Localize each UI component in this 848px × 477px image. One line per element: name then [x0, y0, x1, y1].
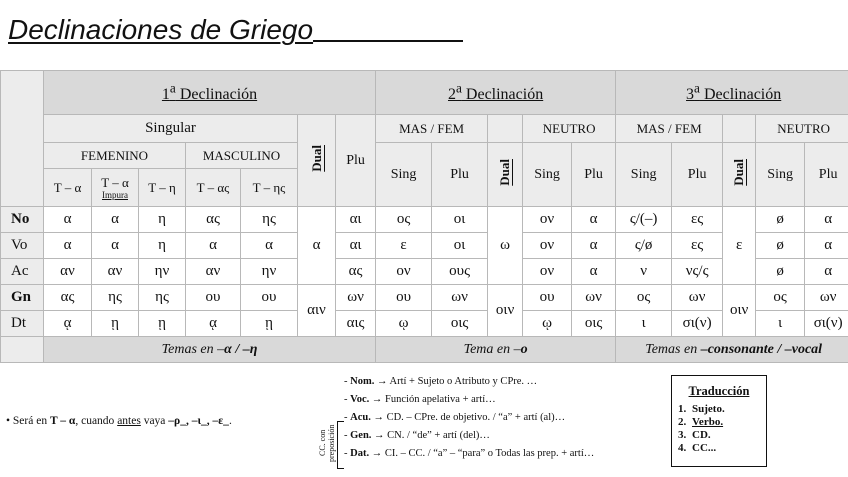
ending-cell: ων: [432, 285, 488, 311]
ending-cell: α: [186, 233, 241, 259]
ending-cell: ι: [756, 311, 805, 337]
col-t-es: T – ης: [241, 169, 298, 207]
third-declension-footer: Temas en –consonante / –vocal: [616, 337, 848, 363]
ending-cell: ων: [572, 285, 616, 311]
plu-header-2b: Plu: [572, 143, 616, 207]
ending-cell: οι: [432, 207, 488, 233]
ending-cell: α: [241, 233, 298, 259]
neutro-header-3: NEUTRO: [756, 115, 848, 143]
col-t-alpha-impura: T – α Impura: [92, 169, 139, 207]
rule-genitive: - Gen. → CN. / “de” + artí (del)…: [344, 430, 490, 441]
ending-cell: α: [44, 233, 92, 259]
table-row: [1, 233, 848, 259]
ending-cell: ον: [523, 259, 572, 285]
sing-header-3b: Sing: [756, 143, 805, 207]
ending-cell: ους: [432, 259, 488, 285]
ending-cell: α: [572, 207, 616, 233]
alpha-impura-note: • Será en T – α, cuando antes vaya –ρ_, –ι_, –ε_.: [6, 415, 232, 427]
ending-cell: ῃ: [139, 311, 186, 337]
ending-cell: οι: [432, 233, 488, 259]
traduccion-title: Traducción: [688, 384, 750, 398]
ending-cell: αν: [186, 259, 241, 285]
ending-cell: ας: [336, 259, 376, 285]
ending-cell: ων: [336, 285, 376, 311]
ending-cell: ᾳ: [186, 311, 241, 337]
rule-dative: - Dat. → CI. – CC. / “a” – “para” o Todas las prep. + artí…: [344, 448, 595, 459]
page-title: Declinaciones de Griego: [8, 14, 463, 46]
masculino-header: MASCULINO: [186, 143, 298, 169]
ending-cell: ον: [523, 233, 572, 259]
dual-header-2: Dual: [488, 143, 523, 207]
plu-header-3b: Plu: [805, 143, 848, 207]
ending-cell: ος: [756, 285, 805, 311]
ending-cell: α: [805, 233, 848, 259]
case-label: Gn: [1, 285, 44, 311]
ending-cell: ς/(–): [616, 207, 672, 233]
list-item: 4. CC...: [678, 442, 717, 454]
ending-cell: ης: [241, 207, 298, 233]
bracket-label: CC. con preposición: [318, 424, 336, 462]
ending-cell: ας: [186, 207, 241, 233]
ending-cell: ου: [186, 285, 241, 311]
ending-cell: ς/ø: [616, 233, 672, 259]
plural-header-1: Plu: [336, 115, 376, 207]
ending-cell: ø: [756, 233, 805, 259]
sing-header-2b: Sing: [523, 143, 572, 207]
case-function-rules: [344, 373, 594, 463]
ending-cell: ø: [756, 207, 805, 233]
singular-header: Singular: [44, 115, 298, 143]
ending-cell: αις: [336, 311, 376, 337]
list-item: 1. Sujeto.: [678, 403, 725, 415]
ending-cell: ες: [672, 207, 723, 233]
case-label: Vo: [1, 233, 44, 259]
ending-cell: ø: [756, 259, 805, 285]
ending-cell: α: [92, 207, 139, 233]
list-item: 2. Verbo.: [678, 416, 724, 428]
ending-cell: σι(ν): [672, 311, 723, 337]
rule-accusative: - Acu. → CD. – CPre. de objetivo. / “a” + artí (al)…: [344, 412, 566, 423]
rule-nominative: - Nom. → Artí + Sujeto o Atributo y CPre. …: [344, 376, 538, 387]
ending-cell: ῃ: [241, 311, 298, 337]
ending-cell: η: [139, 233, 186, 259]
ending-cell: α: [44, 207, 92, 233]
ending-cell: α: [92, 233, 139, 259]
ending-cell: ε: [376, 233, 432, 259]
ending-cell: ου: [241, 285, 298, 311]
ending-cell: ου: [523, 285, 572, 311]
case-label: No: [1, 207, 44, 233]
table-row: [1, 207, 848, 233]
footer-corner: [1, 337, 44, 363]
second-declension-footer: Tema en –ο: [376, 337, 616, 363]
plu-header-3a: Plu: [672, 143, 723, 207]
col-t-as: T – ας: [186, 169, 241, 207]
sing-header-3a: Sing: [616, 143, 672, 207]
ending-cell: ν: [616, 259, 672, 285]
ending-cell: οις: [572, 311, 616, 337]
col-t-eta: T – η: [139, 169, 186, 207]
ending-cell: ην: [241, 259, 298, 285]
plu-header-2a: Plu: [432, 143, 488, 207]
col-t-alpha: T – α: [44, 169, 92, 207]
ending-cell: αν: [44, 259, 92, 285]
rule-vocative: - Voc. → Función apelativa + artí…: [344, 394, 496, 405]
ending-cell: ον: [523, 207, 572, 233]
table-row: [1, 311, 848, 337]
ending-cell: η: [139, 207, 186, 233]
ending-cell: ην: [139, 259, 186, 285]
ending-cell: α: [805, 207, 848, 233]
sing-header-2a: Sing: [376, 143, 432, 207]
table-row: [1, 259, 848, 285]
table-row: [1, 285, 848, 311]
ending-cell: σι(ν): [805, 311, 848, 337]
ending-cell: α: [572, 233, 616, 259]
ending-cell: ος: [616, 285, 672, 311]
ending-cell: νς/ς: [672, 259, 723, 285]
ending-cell: ος: [376, 207, 432, 233]
traduccion-box: [671, 375, 767, 467]
mas-fem-header-3: MAS / FEM: [616, 115, 723, 143]
femenino-header: FEMENINO: [44, 143, 186, 169]
bracket-line: [337, 421, 344, 469]
ending-cell: ων: [672, 285, 723, 311]
list-item: 3. CD.: [678, 429, 711, 441]
dual-blank-2: [488, 115, 523, 143]
dual-1-nva: α: [298, 207, 336, 285]
ending-cell: ες: [672, 233, 723, 259]
dual-3-gd: οιν: [723, 285, 756, 337]
dual-header-3: Dual: [723, 143, 756, 207]
third-declension-header: 3$^a$ Declinación: [616, 71, 848, 115]
ending-cell: ης: [139, 285, 186, 311]
second-declension-header: 2$^a$ Declinación: [376, 71, 616, 115]
case-label: Ac: [1, 259, 44, 285]
ending-cell: ι: [616, 311, 672, 337]
ending-cell: αν: [92, 259, 139, 285]
ending-cell: ου: [376, 285, 432, 311]
ending-cell: α: [805, 259, 848, 285]
neutro-header-2: NEUTRO: [523, 115, 616, 143]
first-declension-header: 1$^a$ Declinación: [44, 71, 376, 115]
ending-cell: ῃ: [92, 311, 139, 337]
ending-cell: αι: [336, 233, 376, 259]
ending-cell: ον: [376, 259, 432, 285]
ending-cell: αι: [336, 207, 376, 233]
dual-blank-3: [723, 115, 756, 143]
ending-cell: α: [572, 259, 616, 285]
first-declension-footer: Temas en –α / –η: [44, 337, 376, 363]
ending-cell: ᾳ: [44, 311, 92, 337]
dual-3-nva: ε: [723, 207, 756, 285]
declension-table: [0, 70, 848, 363]
corner-cell: [1, 71, 44, 207]
ending-cell: ης: [92, 285, 139, 311]
ending-cell: ας: [44, 285, 92, 311]
dual-1-gd: αιν: [298, 285, 336, 337]
ending-cell: οις: [432, 311, 488, 337]
dual-2-gd: οιν: [488, 285, 523, 337]
dual-header-1: Dual: [298, 115, 336, 207]
mas-fem-header-2: MAS / FEM: [376, 115, 488, 143]
ending-cell: ων: [805, 285, 848, 311]
dual-2-nva: ω: [488, 207, 523, 285]
ending-cell: ῳ: [376, 311, 432, 337]
ending-cell: ῳ: [523, 311, 572, 337]
case-label: Dt: [1, 311, 44, 337]
